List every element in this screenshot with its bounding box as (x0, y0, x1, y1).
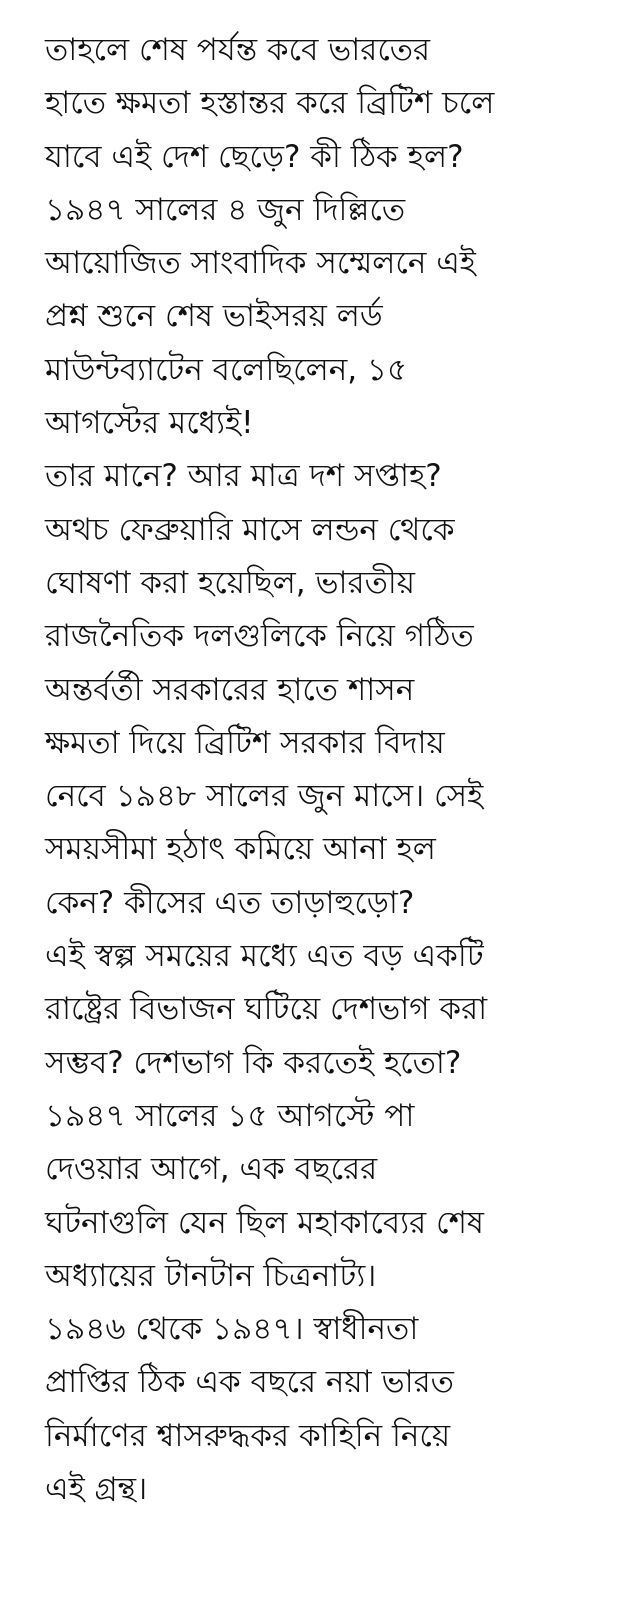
text-line-7: মাউন্টব্যাটেন বলেছিলেন, ১৫ (45, 351, 408, 388)
text-line-18: এই স্বল্প সময়ের মধ্যে এত বড় একটি (45, 938, 484, 975)
text-line-11: ঘোষণা করা হয়েছিল, ভারতীয় (45, 564, 415, 601)
text-line-14: ক্ষমতা দিয়ে ব্রিটিশ সরকার বিদায় (45, 724, 445, 761)
text-line-2: হাতে ক্ষমতা হস্তান্তর করে ব্রিটিশ চলে (45, 85, 495, 122)
text-line-1: তাহলে শেষ পর্যন্ত কবে ভারতের (45, 32, 431, 68)
text-line-8: আগস্টের মধ্যেই! (45, 405, 254, 442)
body-text (45, 24, 605, 1516)
text-line-20: সম্ভব? দেশভাগ কি করতেই হতো? (45, 1044, 462, 1081)
text-line-22: দেওয়ার আগে, এক বছরের (45, 1151, 378, 1188)
text-line-12: রাজনৈতিক দলগুলিকে নিয়ে গঠিত (45, 618, 474, 655)
text-line-21: ১৯৪৭ সালের ১৫ আগস্টে পা (45, 1097, 415, 1134)
text-line-26: প্রাপ্তির ঠিক এক বছরে নয়া ভারত (45, 1364, 454, 1401)
text-line-10: অথচ ফেব্রুয়ারি মাসে লন্ডন থেকে (45, 511, 455, 548)
text-line-9: তার মানে? আর মাত্র দশ সপ্তাহ? (45, 458, 442, 495)
text-line-24: অধ্যায়ের টানটান চিত্রনাট্য। (45, 1257, 377, 1294)
text-line-19: রাষ্ট্রের বিভাজন ঘটিয়ে দেশভাগ করা (45, 991, 488, 1028)
text-line-23: ঘটনাগুলি যেন ছিল মহাকাব্যের শেষ (45, 1204, 485, 1241)
text-line-15: নেবে ১৯৪৮ সালের জুন মাসে। সেই (45, 778, 484, 815)
text-line-3: যাবে এই দেশ ছেড়ে? কী ঠিক হল? (45, 138, 464, 175)
text-line-13: অন্তর্বর্তী সরকারের হাতে শাসন (45, 671, 415, 708)
text-line-27: নির্মাণের শ্বাসরুদ্ধকর কাহিনি নিয়ে (45, 1417, 451, 1454)
text-line-6: প্রশ্ন শুনে শেষ ভাইসরয় লর্ড (45, 298, 383, 335)
text-line-4: ১৯৪৭ সালের ৪ জুন দিল্লিতে (45, 191, 406, 228)
text-line-17: কেন? কীসের এত তাড়াহুড়ো? (45, 884, 415, 921)
text-line-28: এই গ্রন্থ। (45, 1471, 148, 1508)
text-line-5: আয়োজিত সাংবাদিক সম্মেলনে এই (45, 245, 476, 282)
text-line-25: ১৯৪৬ থেকে ১৯৪৭। স্বাধীনতা (45, 1311, 419, 1348)
text-line-16: সময়সীমা হঠাৎ কমিয়ে আনা হল (45, 831, 436, 868)
